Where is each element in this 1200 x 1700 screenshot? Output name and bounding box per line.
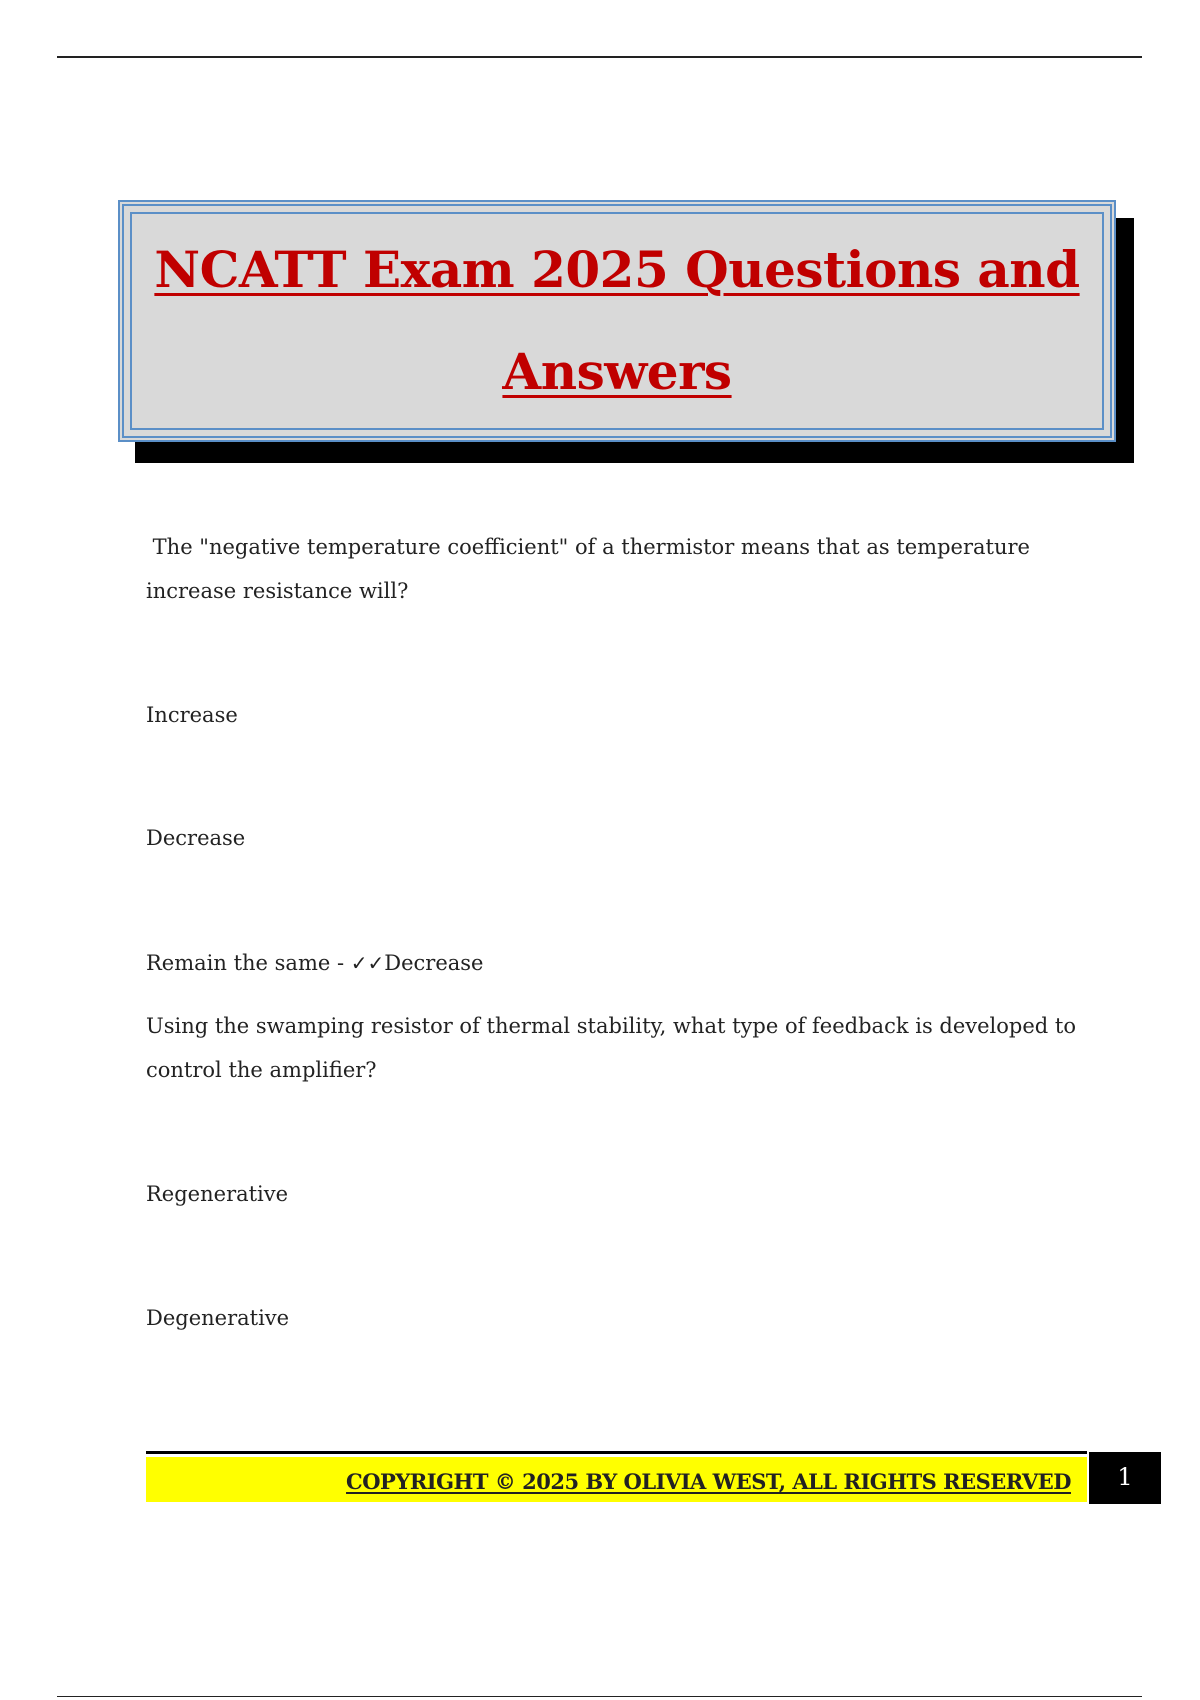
question-1-option-2: Decrease bbox=[146, 826, 246, 850]
document-title bbox=[124, 206, 1110, 436]
question-2-option-1: Regenerative bbox=[146, 1182, 289, 1206]
title-line-2: Answers bbox=[502, 342, 732, 401]
question-1-option-3-label: Remain the same - bbox=[146, 951, 351, 975]
question-1-text bbox=[146, 525, 1106, 613]
top-rule bbox=[57, 56, 1142, 58]
copyright-notice: COPYRIGHT © 2025 BY OLIVIA WEST, ALL RIGHTS RESERVED bbox=[346, 1469, 1071, 1494]
question-2-text bbox=[146, 1004, 1106, 1092]
question-2-line-1: Using the swamping resistor of thermal stability, what type of feedback is developed to bbox=[146, 1014, 1076, 1038]
footer-rule bbox=[146, 1451, 1087, 1454]
question-1-option-3 bbox=[146, 941, 1106, 985]
question-1-answer: Decrease bbox=[384, 951, 484, 975]
question-1-line-2: increase resistance will? bbox=[146, 579, 409, 603]
footer-highlight bbox=[146, 1457, 1087, 1502]
check-mark-icon: ✓✓ bbox=[350, 951, 385, 975]
page-number: 1 bbox=[1089, 1452, 1161, 1504]
question-2-line-2: control the amplifier? bbox=[146, 1058, 377, 1082]
question-1-option-1: Increase bbox=[146, 703, 238, 727]
bottom-rule bbox=[57, 1696, 1142, 1697]
question-2-option-2: Degenerative bbox=[146, 1306, 290, 1330]
title-line-1: NCATT Exam 2025 Questions and bbox=[154, 240, 1080, 299]
question-1-line-1: The "negative temperature coefficient" of a thermistor means that as temperature bbox=[146, 535, 1030, 559]
title-banner bbox=[118, 200, 1116, 442]
